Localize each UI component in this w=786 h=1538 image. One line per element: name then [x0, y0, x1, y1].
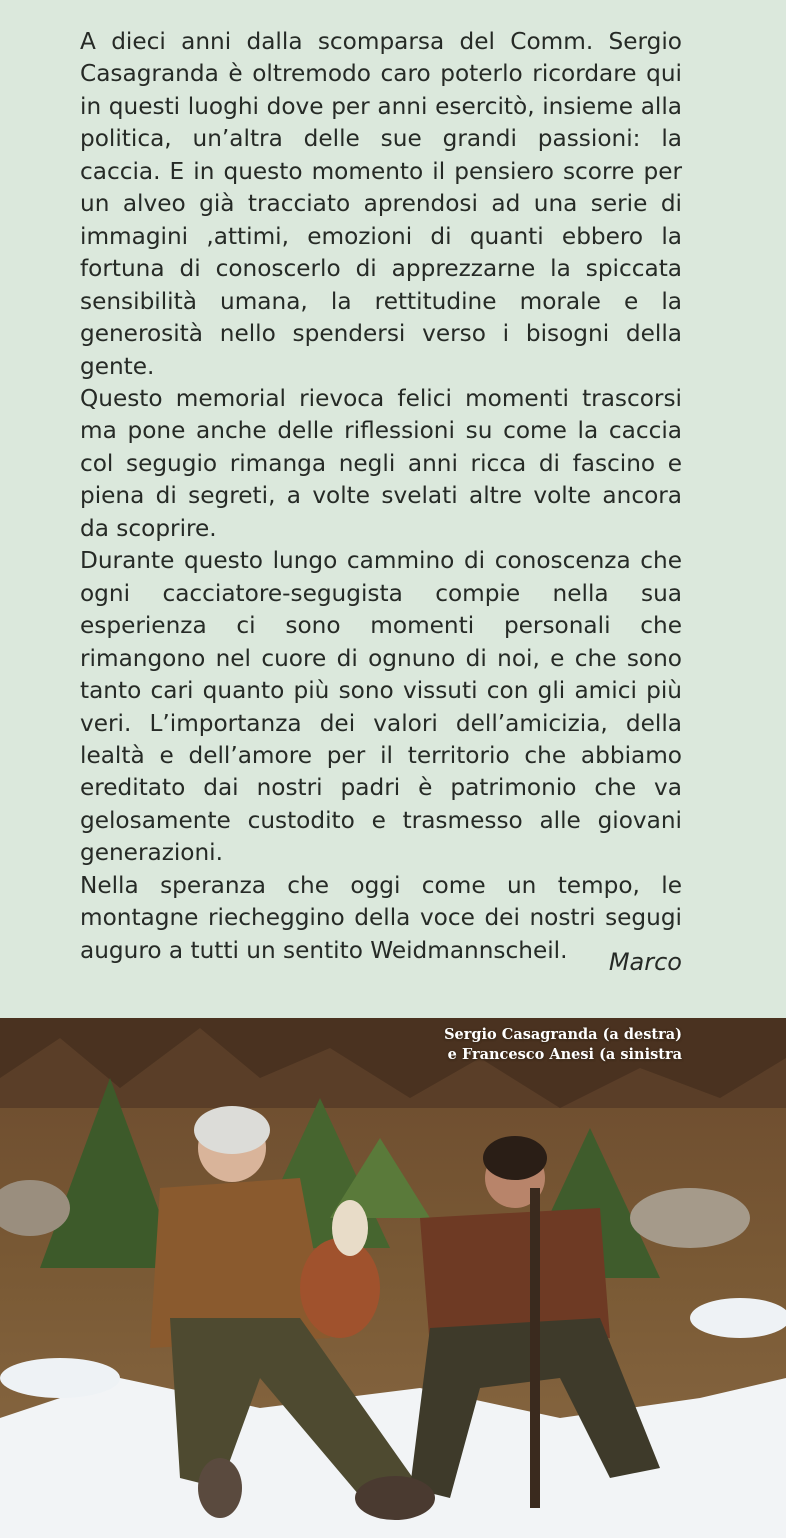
- article-body: [80, 26, 682, 967]
- paragraph-4: Nella speranza che oggi come un tempo, le montagne riecheggino della voce dei nostri segugi auguro a tutti un sentito Weidmannscheil.: [80, 871, 682, 964]
- photo-hunters-in-snow: [0, 1018, 786, 1538]
- caption-line-2: e Francesco Anesi (a sinistra: [447, 1046, 682, 1063]
- paragraph-2: Questo memorial rievoca felici momenti trascorsi ma pone anche delle riflessioni su come la caccia col segugio rimanga negli anni ricca di fascino e piena di segreti, a volte svelati altre volte ancora da scoprire.: [80, 384, 682, 542]
- signature: Marco: [608, 948, 682, 976]
- paragraph-1: A dieci anni dalla scomparsa del Comm. Sergio Casagranda è oltremodo caro poterlo ricordare qui in questi luoghi dove per anni esercitò, insieme alla politica, un’altra delle sue grandi passioni: la caccia. E in questo momento il pensiero scorre per un alveo già tracciato aprendosi ad una serie di immagini ,attimi, emozioni di quanti ebbero la fortuna di conoscerlo di apprezzarne la spiccata sensibilità umana, la rettitudine morale e la generosità nello spendersi verso i bisogni della gente.: [80, 28, 682, 380]
- photo-illustration: [0, 1018, 786, 1538]
- photo-caption: [444, 1025, 682, 1065]
- paragraph-3: Durante questo lungo cammino di conoscenza che ogni cacciatore-segugista compie nella sua esperienza ci sono momenti personali che rimangono nel cuore di ognuno di noi, e che sono tanto cari quanto più sono vissuti con gli amici più veri. L’importanza dei valori dell’amicizia, della lealtà e dell’amore per il territorio che abbiamo ereditato dai nostri padri è patrimonio che va gelosamente custodito e trasmesso alle giovani generazioni.: [80, 547, 682, 867]
- caption-line-1: Sergio Casagranda (a destra): [444, 1026, 682, 1043]
